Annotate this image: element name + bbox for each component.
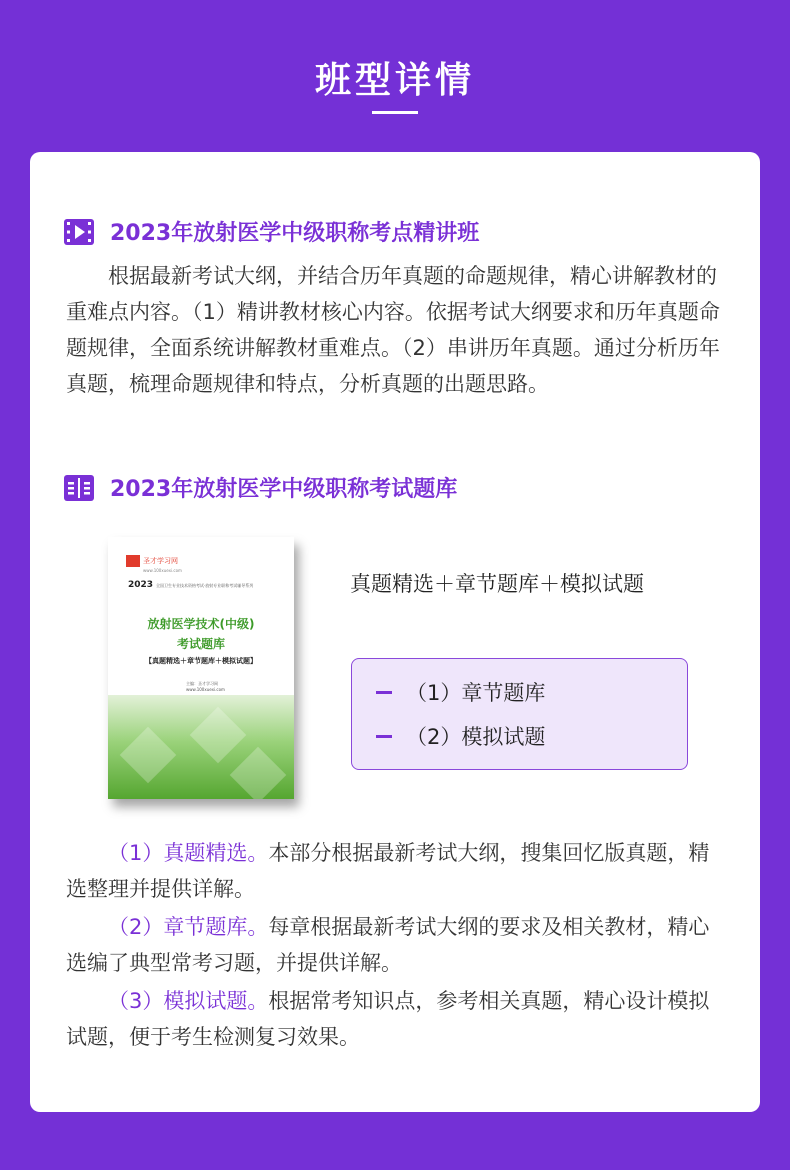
detail-paragraph — [66, 983, 726, 1055]
list-item — [376, 721, 545, 751]
cover-diamond — [230, 747, 287, 799]
cover-diamond — [120, 727, 177, 784]
dash-icon — [376, 691, 392, 694]
book-cover-graphic — [108, 695, 294, 799]
bank-summary: 真题精选＋章节题库＋模拟试题 — [350, 572, 644, 596]
page-title: 班型详情 — [314, 60, 475, 101]
video-icon — [64, 219, 94, 245]
book-title-line2: 考试题库 — [176, 637, 225, 651]
detail-label: （3）模拟试题。 — [108, 989, 269, 1013]
list-item-label: （2）模拟试题 — [406, 725, 546, 749]
book-logo-url: www.100xuexi.com — [143, 568, 182, 573]
detail-label: （1）真题精选。 — [108, 841, 269, 865]
book-logo-text: 圣才学习网 — [143, 557, 178, 565]
detail-text: 本部分根据最新考试大纲，搜集回忆版真题，精选整理并提供详解。 — [66, 841, 710, 901]
course-description: 根据最新考试大纲，并结合历年真题的命题规律，精心讲解教材的重难点内容。（1）精讲教材核心内容。依据考试大纲要求和历年真题命题规律，全面系统讲解教材重难点。（2）串讲历年真题。通过分析历年真题，梳理命题规律和特点，分析真题的出题思路。 — [66, 264, 720, 396]
detail-paragraph — [66, 909, 726, 981]
detail-paragraph — [66, 835, 726, 907]
book-logo — [126, 555, 178, 567]
detail-text: 每章根据最新考试大纲的要求及相关教材，精心选编了典型常考习题，并提供详解。 — [66, 915, 710, 975]
book-icon — [64, 475, 94, 501]
list-item — [376, 677, 545, 707]
detail-text: 根据常考知识点，参考相关真题，精心设计模拟试题，便于考生检测复习效果。 — [66, 989, 710, 1049]
detail-label: （2）章节题库。 — [108, 915, 269, 939]
bank-section-header — [64, 472, 457, 503]
bank-title: 2023年放射医学中级职称考试题库 — [110, 477, 458, 502]
book-editor: 主编：圣才学习网 — [186, 681, 218, 686]
course-section-header — [64, 216, 479, 247]
book-subtitle: 【真题精选＋章节题库＋模拟试题】 — [145, 657, 257, 665]
dash-icon — [376, 735, 392, 738]
logo-mark-icon — [126, 555, 140, 567]
course-title: 2023年放射医学中级职称考点精讲班 — [110, 221, 480, 246]
title-underline — [372, 111, 418, 114]
bank-list-box — [351, 658, 688, 770]
list-item-label: （1）章节题库 — [406, 681, 546, 705]
book-year: 2023 — [128, 580, 154, 590]
book-title-line1: 放射医学技术(中级) — [147, 617, 255, 631]
cover-diamond — [190, 707, 247, 764]
book-url: www.100xuexi.com — [186, 687, 225, 692]
book-series: 全国卫生专业技术资格考试·放射专业职称考试辅导系列 — [156, 583, 254, 588]
book-cover-image — [108, 537, 294, 799]
content-card — [30, 152, 760, 1112]
